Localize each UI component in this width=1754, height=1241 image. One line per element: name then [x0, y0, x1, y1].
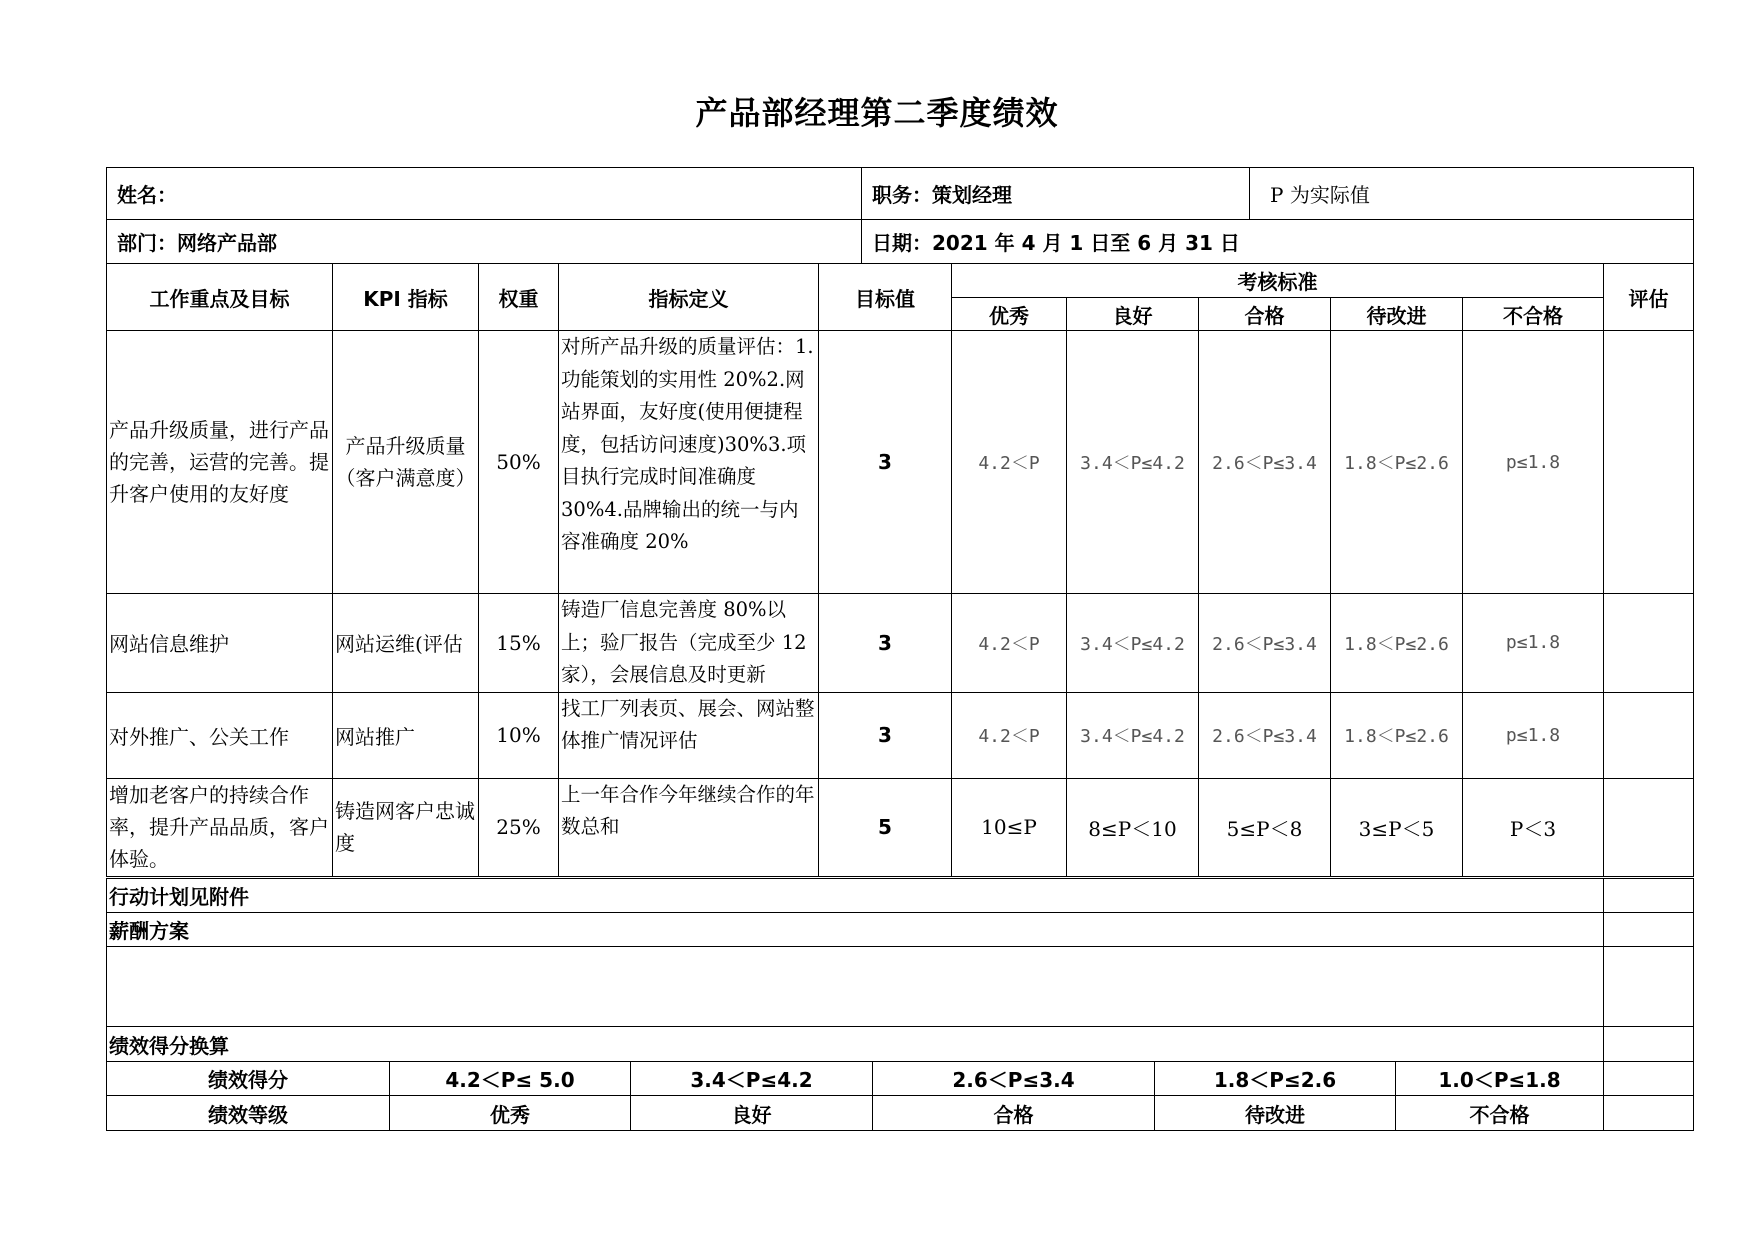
row-pass: 2.6＜P≤3.4: [1199, 692, 1331, 778]
header-excellent: 优秀: [952, 298, 1067, 331]
footer-table: [106, 878, 1694, 1131]
salary-plan: 薪酬方案: [107, 913, 1604, 947]
header-pass: 合格: [1199, 298, 1331, 331]
table-row: [107, 778, 1694, 876]
score-conversion-evaluate[interactable]: [1604, 1027, 1694, 1062]
header-target: 目标值: [819, 264, 952, 331]
row-target: 3: [819, 692, 952, 778]
row-definition: 铸造厂信息完善度 80%以上；验厂报告（完成至少 12 家），会展信息及时更新: [559, 594, 819, 693]
row-improve: 1.8＜P≤2.6: [1331, 692, 1463, 778]
name-label: 姓名：: [107, 168, 862, 220]
row-focus: 网站信息维护: [107, 594, 333, 693]
score-label: 绩效得分: [107, 1062, 390, 1096]
row-evaluate[interactable]: [1604, 692, 1694, 778]
department-field: 部门：网络产品部: [107, 220, 862, 264]
row-fail: p≤1.8: [1463, 331, 1604, 594]
header-fail: 不合格: [1463, 298, 1604, 331]
row-target: 3: [819, 331, 952, 594]
grade-value: 合格: [873, 1096, 1155, 1131]
row-weight: 10%: [479, 692, 559, 778]
row-kpi: 产品升级质量（客户满意度）: [333, 331, 479, 594]
salary-plan-evaluate[interactable]: [1604, 913, 1694, 947]
header-evaluate: 评估: [1604, 264, 1694, 331]
action-plan-evaluate[interactable]: [1604, 879, 1694, 913]
row-definition: 找工厂列表页、展会、网站整体推广情况评估: [559, 692, 819, 778]
score-value: 2.6＜P≤3.4: [873, 1062, 1155, 1096]
kpi-table: [106, 263, 1694, 877]
row-excellent: 4.2＜P: [952, 692, 1067, 778]
row-pass: 2.6＜P≤3.4: [1199, 594, 1331, 693]
date-field: 日期：2021 年 4 月 1 日至 6 月 31 日: [862, 220, 1694, 264]
score-value: 1.0＜P≤1.8: [1396, 1062, 1604, 1096]
row-focus: 增加老客户的持续合作率，提升产品品质，客户体验。: [107, 778, 333, 876]
row-weight: 25%: [479, 778, 559, 876]
row-excellent: 10≤P: [952, 778, 1067, 876]
row-improve: 1.8＜P≤2.6: [1331, 331, 1463, 594]
grade-value: 良好: [631, 1096, 873, 1131]
salary-plan-body[interactable]: [107, 947, 1604, 1027]
row-improve: 1.8＜P≤2.6: [1331, 594, 1463, 693]
score-value: 1.8＜P≤2.6: [1155, 1062, 1396, 1096]
score-value: 4.2＜P≤ 5.0: [390, 1062, 631, 1096]
row-weight: 50%: [479, 331, 559, 594]
row-weight: 15%: [479, 594, 559, 693]
row-definition: 对所产品升级的质量评估：1.功能策划的实用性 20%2.网站界面，友好度(使用便捷程度，包括访问速度)30%3.项目执行完成时间准确度 30%4.品牌输出的统一与内容准确度 20%: [559, 331, 819, 594]
action-plan: 行动计划见附件: [107, 879, 1604, 913]
row-fail: P＜3: [1463, 778, 1604, 876]
score-value: 3.4＜P≤4.2: [631, 1062, 873, 1096]
score-evaluate[interactable]: [1604, 1062, 1694, 1096]
row-pass: 5≤P＜8: [1199, 778, 1331, 876]
header-improve: 待改进: [1331, 298, 1463, 331]
row-excellent: 4.2＜P: [952, 594, 1067, 693]
row-evaluate[interactable]: [1604, 778, 1694, 876]
row-definition: 上一年合作今年继续合作的年数总和: [559, 778, 819, 876]
row-target: 3: [819, 594, 952, 693]
row-target: 5: [819, 778, 952, 876]
p-note: P 为实际值: [1250, 168, 1694, 220]
table-row: [107, 594, 1694, 693]
table-row: [107, 331, 1694, 594]
row-excellent: 4.2＜P: [952, 331, 1067, 594]
page-title: 产品部经理第二季度绩效: [695, 94, 1059, 132]
row-fail: p≤1.8: [1463, 594, 1604, 693]
salary-body-evaluate[interactable]: [1604, 947, 1694, 1027]
header-kpi: KPI 指标: [333, 264, 479, 331]
header-focus: 工作重点及目标: [107, 264, 333, 331]
row-evaluate[interactable]: [1604, 594, 1694, 693]
row-kpi: 铸造网客户忠诚度: [333, 778, 479, 876]
row-focus: 产品升级质量，进行产品的完善，运营的完善。提升客户使用的友好度: [107, 331, 333, 594]
row-kpi: 网站推广: [333, 692, 479, 778]
row-good: 8≤P＜10: [1067, 778, 1199, 876]
grade-value: 不合格: [1396, 1096, 1604, 1131]
grade-label: 绩效等级: [107, 1096, 390, 1131]
grade-evaluate[interactable]: [1604, 1096, 1694, 1131]
header-good: 良好: [1067, 298, 1199, 331]
row-improve: 3≤P＜5: [1331, 778, 1463, 876]
score-conversion: 绩效得分换算: [107, 1027, 1604, 1062]
position-field: 职务：策划经理: [862, 168, 1250, 220]
row-focus: 对外推广、公关工作: [107, 692, 333, 778]
info-table: [106, 167, 1694, 264]
row-fail: p≤1.8: [1463, 692, 1604, 778]
row-pass: 2.6＜P≤3.4: [1199, 331, 1331, 594]
table-row: [107, 692, 1694, 778]
header-definition: 指标定义: [559, 264, 819, 331]
grade-value: 优秀: [390, 1096, 631, 1131]
grade-value: 待改进: [1155, 1096, 1396, 1131]
row-evaluate[interactable]: [1604, 331, 1694, 594]
row-kpi: 网站运维(评估: [333, 594, 479, 693]
row-good: 3.4＜P≤4.2: [1067, 594, 1199, 693]
row-good: 3.4＜P≤4.2: [1067, 331, 1199, 594]
row-good: 3.4＜P≤4.2: [1067, 692, 1199, 778]
header-weight: 权重: [479, 264, 559, 331]
header-criteria: 考核标准: [952, 264, 1604, 298]
